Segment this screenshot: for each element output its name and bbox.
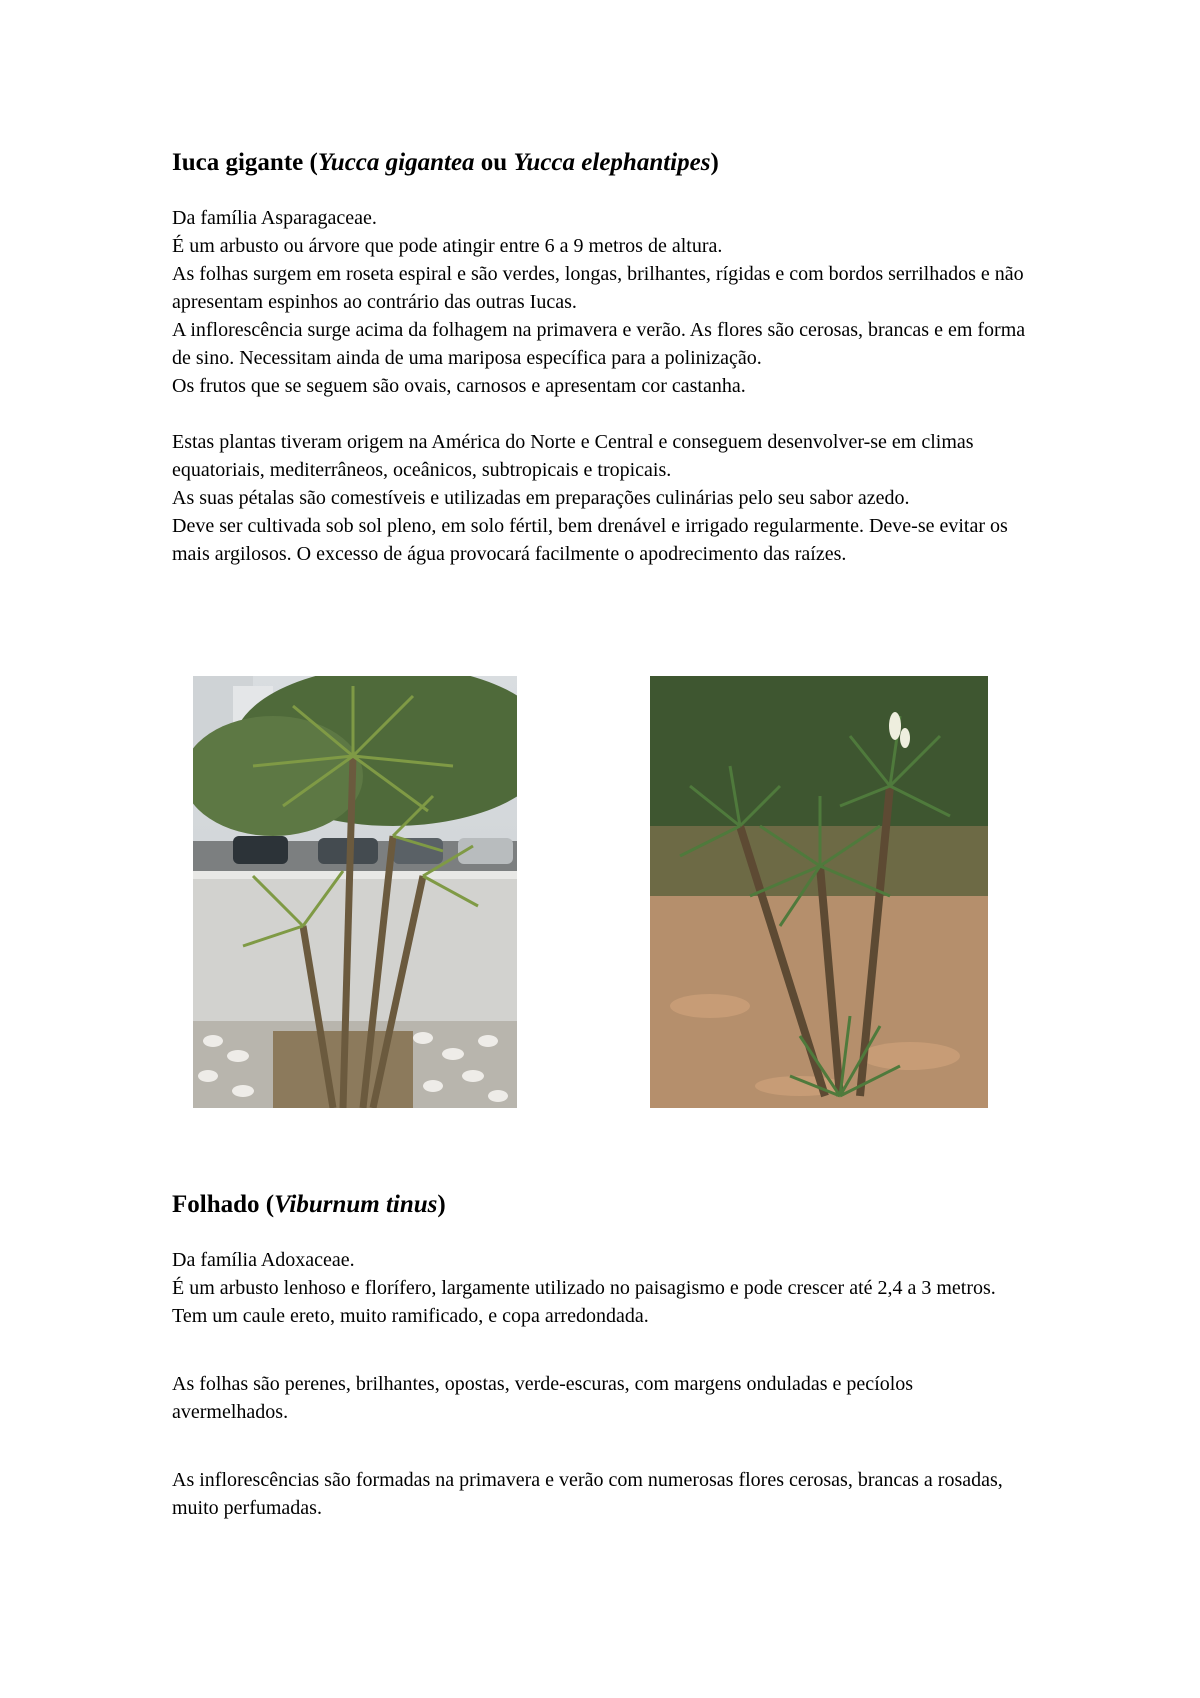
paragraph-description: Da família Asparagaceae. É um arbusto ou árvore que pode atingir entre 6 a 9 metros de altura. As folhas surgem em roseta espiral e são verdes, longas, brilhantes, rígidas e com bordos serrilhados e não apresentam espinhos ao contrário das outras Iucas. A inflorescência surge acima da folhagem na primavera e verão. As flores são cerosas, brancas e em forma de sino. Necessitam ainda de uma mariposa específica para a polinização. Os frutos que se seguem são ovais, carnosos e apresentam cor castanha. <box>172 207 1026 397</box>
section-title-yucca: Iuca gigante (Yucca gigantea ou Yucca elephantipes) <box>172 149 719 176</box>
section-yucca <box>172 148 1032 568</box>
yucca-street-photo <box>193 676 517 1108</box>
yucca-garden-photo <box>650 676 988 1108</box>
paragraph-origin: Estas plantas tiveram origem na América do Norte e Central e conseguem desenvolver-se em climas equatoriais, mediterrâneos, oceânicos, subtropicais e tropicais. As suas pétalas são comestíveis e utilizadas em preparações culinárias pelo seu sabor azedo. Deve ser cultivada sob sol pleno, em solo fértil, bem drenável e irrigado regularmente. Deve-se evitar os mais argilosos. O excesso de água provocará facilmente o apodrecimento das raízes. <box>172 431 1008 565</box>
paragraph-flowers: As inflorescências são formadas na primavera e verão com numerosas flores cerosas, brancas a rosadas, muito perfumadas. <box>172 1469 1003 1519</box>
scientific-name: Yucca elephantipes <box>513 149 711 176</box>
section-title-viburnum: Folhado (Viburnum tinus) <box>172 1191 446 1218</box>
scientific-name: Yucca gigantea <box>317 149 475 176</box>
section-viburnum <box>172 1190 1032 1522</box>
scientific-name: Viburnum tinus <box>274 1191 438 1218</box>
paragraph-leaves: As folhas são perenes, brilhantes, opostas, verde-escuras, com margens onduladas e pecíolos avermelhados. <box>172 1373 914 1423</box>
paragraph-description: Da família Adoxaceae. É um arbusto lenhoso e florífero, largamente utilizado no paisagismo e pode crescer até 2,4 a 3 metros. Tem um caule ereto, muito ramificado, e copa arredondada. <box>172 1249 996 1327</box>
